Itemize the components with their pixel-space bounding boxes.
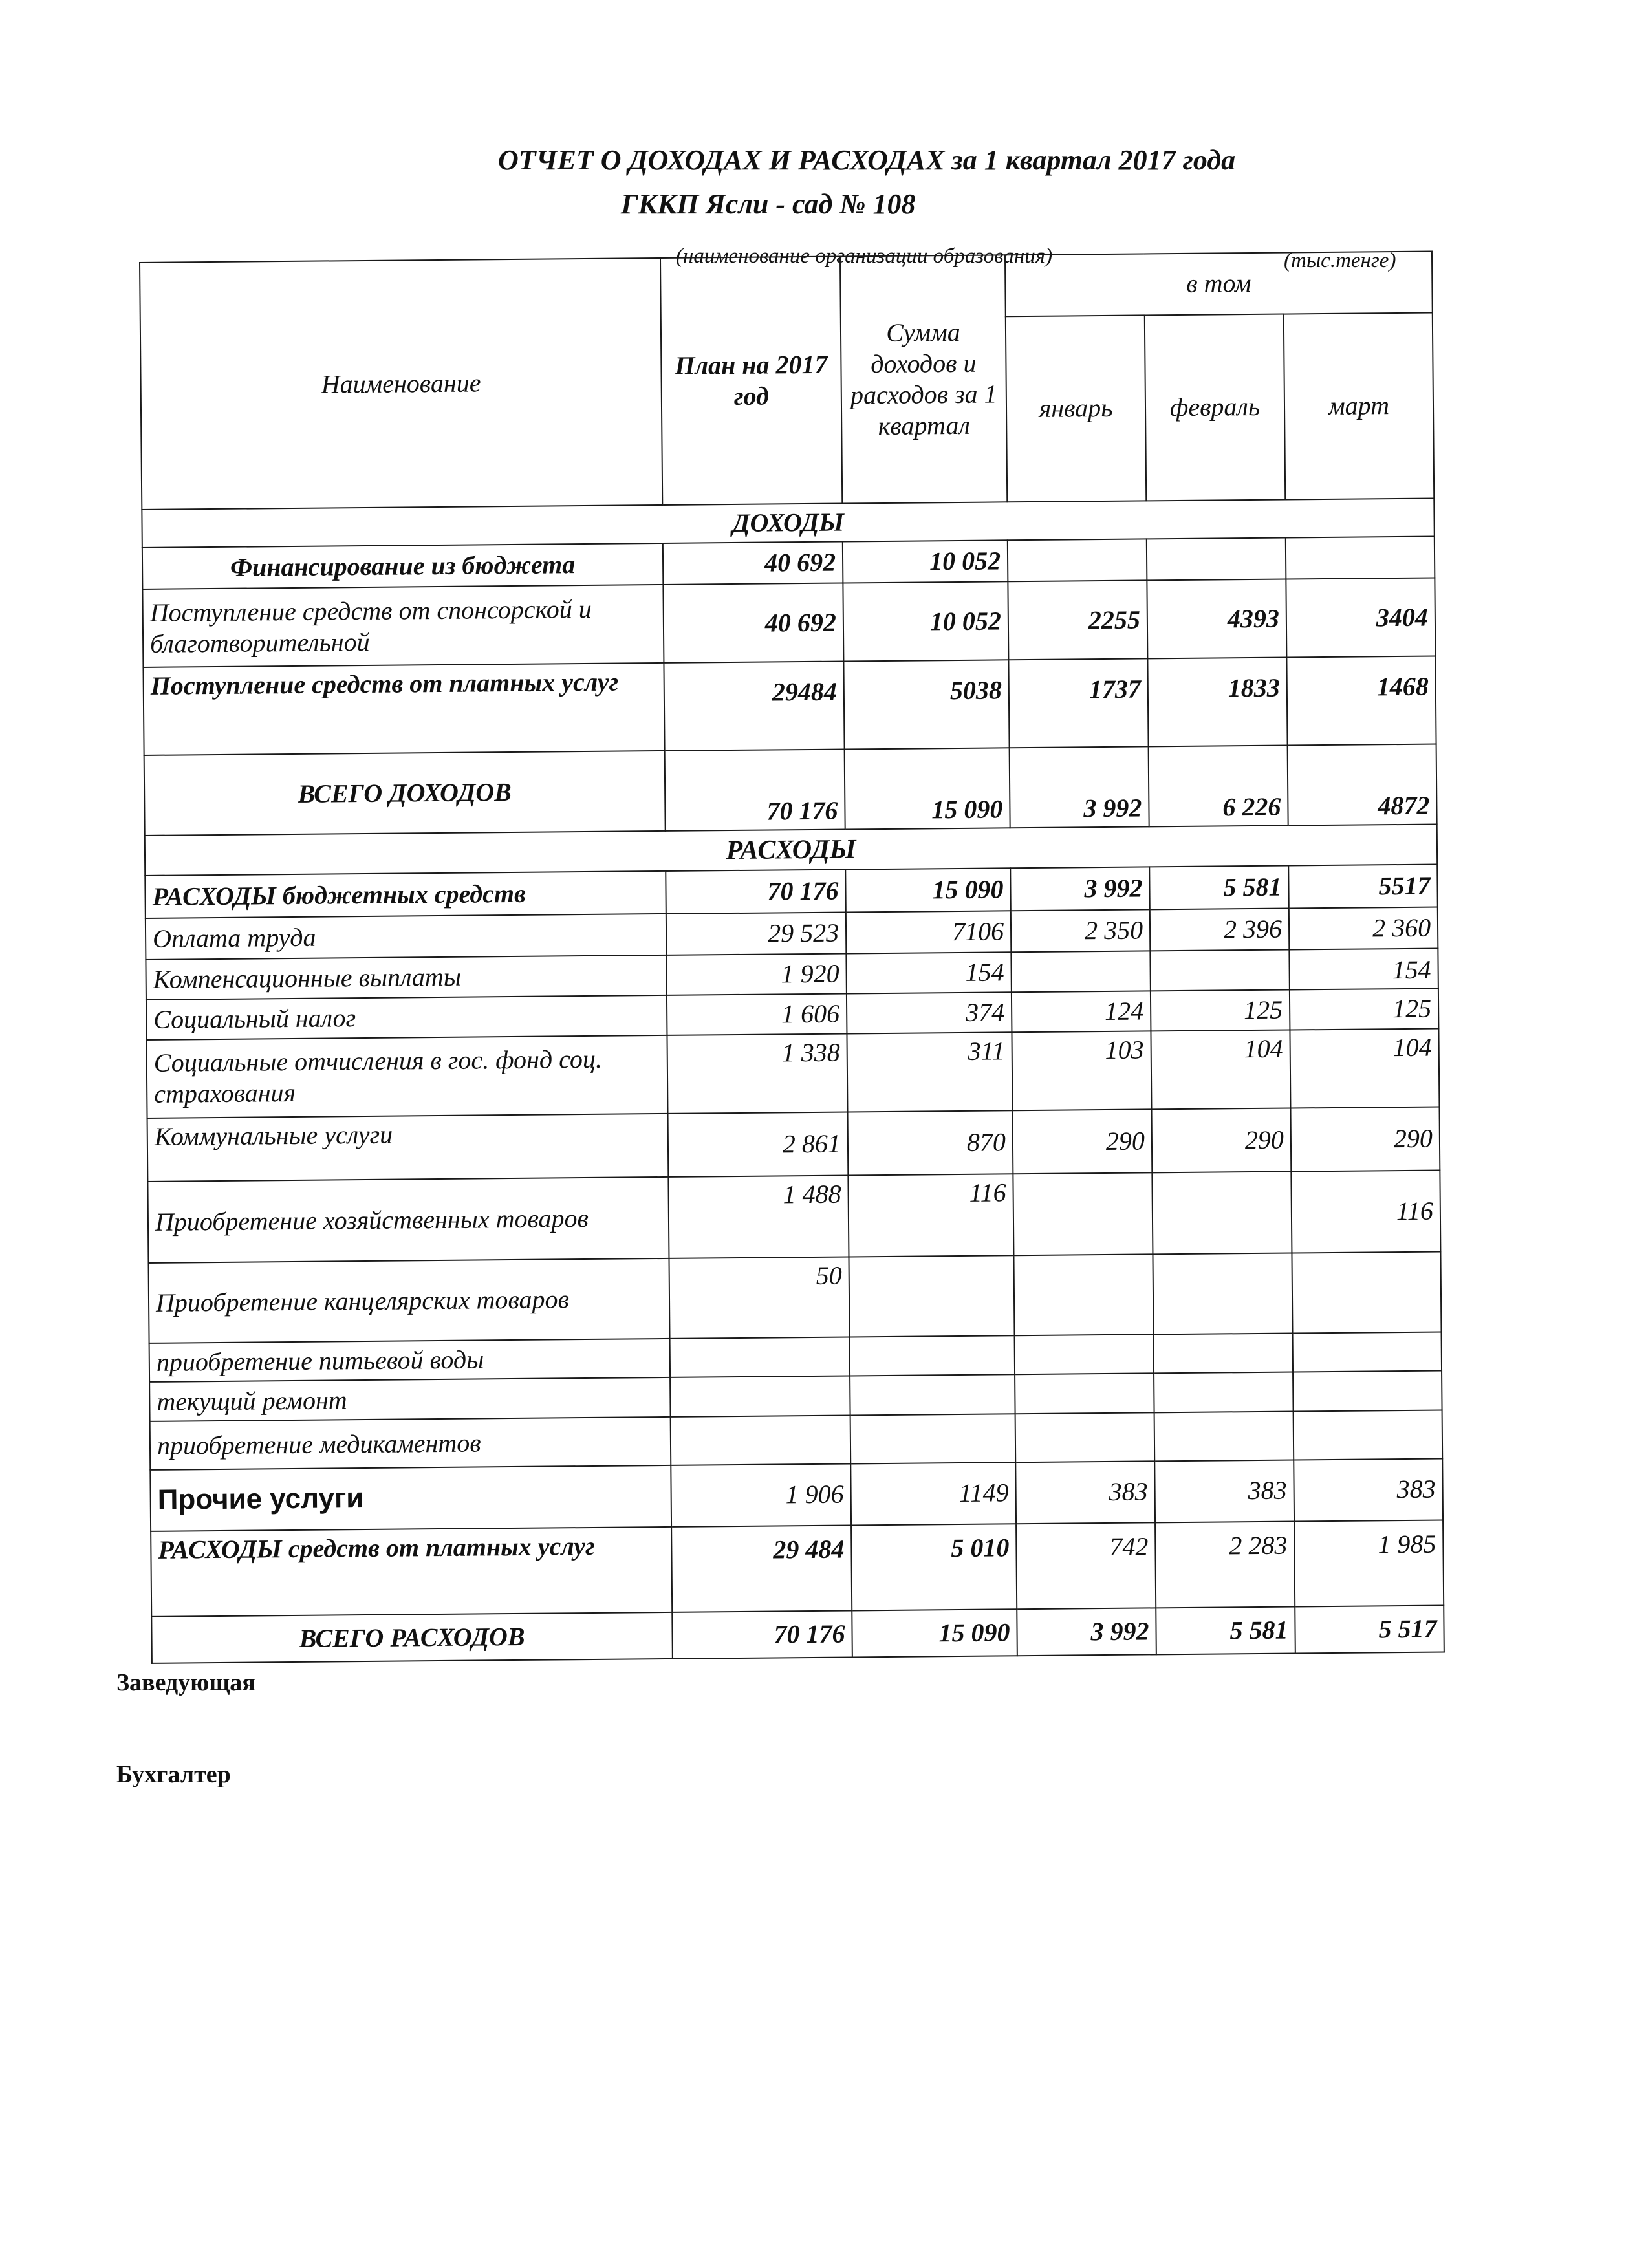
organization-caption: (наименование организации образования) xyxy=(676,244,1053,268)
row-name: Поступление средств от спонсорской и благотворительной xyxy=(142,585,664,667)
cell-jan xyxy=(1008,539,1147,582)
cell-jan xyxy=(1015,1413,1155,1462)
cell-quarter: 870 xyxy=(848,1111,1013,1176)
row-name: РАСХОДЫ бюджетных средств xyxy=(145,871,666,918)
cell-jan xyxy=(1015,1373,1154,1414)
col-header-name: Наименование xyxy=(140,258,662,510)
cell-plan: 70 176 xyxy=(672,1610,852,1659)
cell-mar: 154 xyxy=(1289,948,1438,989)
cell-jan: 2255 xyxy=(1008,581,1147,660)
cell-plan: 1 338 xyxy=(667,1033,847,1114)
col-header-quarter: Сумма доходов и расходов за 1 квартал xyxy=(840,255,1007,503)
cell-feb: 6 226 xyxy=(1149,746,1288,827)
cell-plan: 40 692 xyxy=(663,583,843,663)
cell-jan: 3 992 xyxy=(1017,1608,1156,1656)
cell-quarter: 15 090 xyxy=(852,1609,1017,1658)
cell-jan xyxy=(1013,1173,1153,1256)
col-header-including: в том xyxy=(1005,252,1433,317)
expenses-section-title: РАСХОДЫ xyxy=(145,824,1437,876)
cell-feb xyxy=(1153,1253,1292,1335)
report-title: ОТЧЕТ О ДОХОДАХ И РАСХОДАХ за 1 квартал 2017 года xyxy=(498,144,1236,176)
row-name: Социальный налог xyxy=(146,995,667,1040)
cell-plan: 29 484 xyxy=(671,1525,852,1612)
cell-feb: 290 xyxy=(1151,1108,1291,1173)
row-name: Приобретение канцелярских товаров xyxy=(149,1258,670,1343)
cell-mar: 116 xyxy=(1291,1171,1440,1253)
cell-plan: 2 861 xyxy=(668,1112,849,1177)
cell-mar: 1468 xyxy=(1286,656,1436,745)
table-row xyxy=(147,1171,1440,1263)
cell-quarter: 7106 xyxy=(846,911,1012,953)
cell-quarter: 374 xyxy=(847,992,1012,1033)
row-name: приобретение медикаментов xyxy=(150,1417,671,1469)
cell-mar: 125 xyxy=(1290,988,1439,1030)
cell-feb xyxy=(1154,1372,1294,1413)
cell-feb: 383 xyxy=(1154,1460,1294,1522)
cell-jan: 383 xyxy=(1015,1461,1155,1524)
income-expense-table xyxy=(139,251,1445,1664)
cell-jan: 103 xyxy=(1012,1031,1151,1111)
table-row xyxy=(150,1458,1443,1531)
table-row xyxy=(147,1107,1440,1182)
row-name: Компенсационные выплаты xyxy=(146,955,667,1000)
income-section-title: ДОХОДЫ xyxy=(142,498,1434,548)
cell-feb: 5 581 xyxy=(1149,866,1289,910)
cell-quarter: 116 xyxy=(848,1174,1013,1257)
cell-mar: 3404 xyxy=(1286,578,1435,658)
cell-mar: 5 517 xyxy=(1295,1605,1444,1653)
cell-quarter: 311 xyxy=(847,1032,1012,1112)
cell-quarter xyxy=(850,1335,1015,1376)
cell-feb: 5 581 xyxy=(1156,1606,1295,1654)
col-header-jan: январь xyxy=(1006,315,1146,502)
cell-mar xyxy=(1294,1410,1443,1460)
cell-quarter: 15 090 xyxy=(845,868,1011,912)
cell-plan: 1 606 xyxy=(667,993,847,1035)
cell-mar xyxy=(1293,1332,1442,1372)
cell-jan: 1737 xyxy=(1008,658,1148,748)
cell-plan: 40 692 xyxy=(663,542,843,585)
col-header-plan: План на 2017 год xyxy=(660,257,842,505)
cell-mar xyxy=(1286,537,1435,579)
cell-feb: 1833 xyxy=(1147,657,1287,746)
table-row xyxy=(149,1252,1442,1343)
cell-quarter: 5038 xyxy=(843,660,1009,749)
row-name: ВСЕГО ДОХОДОВ xyxy=(144,751,666,836)
cell-jan: 742 xyxy=(1016,1522,1156,1609)
table-row xyxy=(143,656,1436,755)
cell-feb xyxy=(1154,1412,1294,1461)
col-header-feb: февраль xyxy=(1145,314,1285,501)
table-row xyxy=(146,1028,1439,1118)
cell-feb xyxy=(1147,538,1286,581)
cell-quarter: 1149 xyxy=(850,1462,1016,1525)
row-name: приобретение питьевой воды xyxy=(149,1339,670,1382)
cell-feb: 125 xyxy=(1151,989,1290,1031)
cell-mar xyxy=(1293,1370,1442,1412)
cell-jan xyxy=(1015,1334,1154,1374)
cell-mar: 290 xyxy=(1290,1107,1440,1172)
cell-jan xyxy=(1011,951,1151,992)
cell-jan xyxy=(1013,1254,1153,1335)
row-name: РАСХОДЫ средств от платных услуг xyxy=(151,1526,672,1616)
cell-quarter xyxy=(850,1414,1016,1463)
cell-feb xyxy=(1154,1333,1294,1373)
cell-quarter: 15 090 xyxy=(845,748,1010,829)
signature-head-label: Заведующая xyxy=(116,1669,255,1696)
cell-jan: 2 350 xyxy=(1011,909,1151,952)
cell-plan: 70 176 xyxy=(666,870,846,914)
organization-name: ГККП Ясли - сад № 108 xyxy=(621,188,916,220)
cell-quarter xyxy=(850,1374,1015,1416)
signature-accountant-label: Бухгалтер xyxy=(116,1761,231,1788)
cell-quarter: 10 052 xyxy=(843,582,1008,662)
cell-jan: 3 992 xyxy=(1010,746,1149,828)
table-row xyxy=(144,744,1437,836)
cell-feb: 104 xyxy=(1151,1030,1290,1110)
row-name: Оплата труда xyxy=(146,914,667,960)
cell-feb: 2 396 xyxy=(1150,909,1290,951)
cell-quarter: 154 xyxy=(846,952,1012,993)
cell-mar: 2 360 xyxy=(1289,907,1438,950)
cell-plan xyxy=(670,1376,850,1417)
row-name: текущий ремонт xyxy=(149,1377,671,1421)
row-name: Поступление средств от платных услуг xyxy=(143,663,664,755)
cell-plan: 29 523 xyxy=(666,912,847,955)
cell-jan: 290 xyxy=(1013,1110,1153,1174)
cell-quarter: 5 010 xyxy=(851,1524,1017,1610)
row-name: Прочие услуги xyxy=(150,1465,671,1531)
cell-plan: 1 488 xyxy=(668,1176,849,1258)
row-name: ВСЕГО РАСХОДОВ xyxy=(151,1612,673,1663)
cell-jan: 124 xyxy=(1012,991,1151,1032)
cell-feb: 2 283 xyxy=(1155,1521,1295,1608)
cell-plan: 29484 xyxy=(664,661,844,751)
row-name: Финансирование из бюджета xyxy=(142,543,664,589)
cell-jan: 3 992 xyxy=(1010,867,1150,911)
cell-mar: 383 xyxy=(1294,1458,1443,1521)
cell-mar xyxy=(1292,1252,1441,1334)
col-header-mar: март xyxy=(1284,312,1435,499)
row-name: Коммунальные услуги xyxy=(147,1114,669,1182)
cell-mar: 1 985 xyxy=(1294,1520,1444,1606)
cell-plan: 50 xyxy=(669,1257,849,1339)
cell-plan xyxy=(671,1416,851,1465)
cell-feb xyxy=(1152,1172,1292,1255)
cell-plan: 1 920 xyxy=(666,953,847,995)
cell-mar: 5517 xyxy=(1288,865,1438,909)
cell-feb: 4393 xyxy=(1147,579,1286,659)
cell-plan xyxy=(670,1337,850,1377)
cell-mar: 4872 xyxy=(1288,744,1437,826)
table-row xyxy=(142,578,1435,667)
cell-plan: 1 906 xyxy=(671,1463,851,1526)
cell-feb xyxy=(1150,949,1290,991)
units-label: (тыс.тенге) xyxy=(1284,249,1396,272)
cell-quarter xyxy=(849,1255,1014,1337)
cell-quarter: 10 052 xyxy=(843,541,1008,583)
cell-mar: 104 xyxy=(1290,1028,1439,1108)
table-row xyxy=(151,1520,1444,1616)
row-name: Социальные отчисления в гос. фонд соц. страхования xyxy=(146,1035,667,1119)
cell-plan: 70 176 xyxy=(665,750,845,831)
row-name: Приобретение хозяйственных товаров xyxy=(147,1177,669,1263)
